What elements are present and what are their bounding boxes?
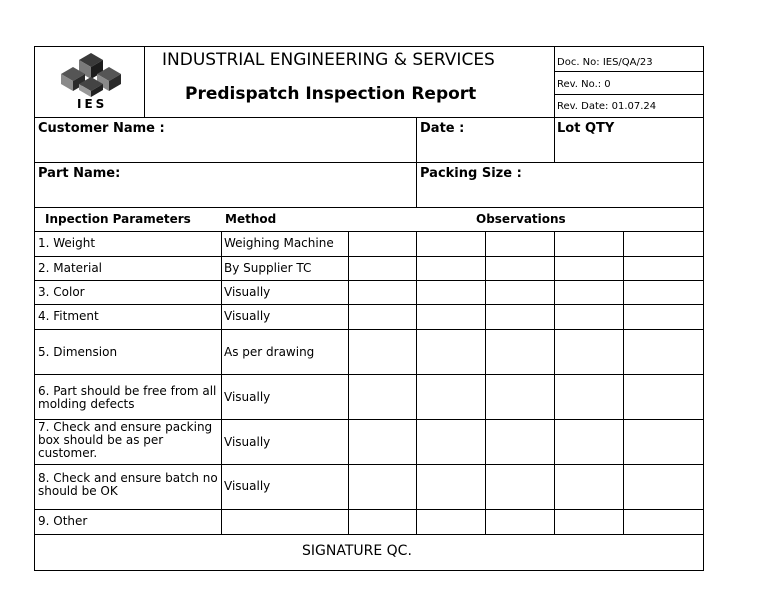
- col-header-method: Method: [225, 212, 277, 226]
- divider: [35, 231, 704, 232]
- divider: [554, 47, 555, 117]
- row-6-parameter: 6. Part should be free from all molding defects: [38, 384, 217, 411]
- row-8-method: Visually: [224, 479, 271, 493]
- divider: [554, 94, 704, 95]
- col-divider: [485, 231, 486, 534]
- row-2-method: By Supplier TC: [224, 261, 312, 275]
- row-1-parameter: 1. Weight: [38, 236, 96, 250]
- row-divider: [35, 256, 704, 257]
- customer-name-label: Customer Name :: [38, 121, 165, 136]
- row-5-method: As per drawing: [224, 345, 315, 359]
- divider: [554, 117, 555, 162]
- part-name-label: Part Name:: [38, 166, 121, 181]
- lot-qty-label: Lot QTY: [557, 121, 615, 136]
- col-divider: [348, 231, 349, 534]
- company-name: INDUSTRIAL ENGINEERING & SERVICES: [162, 50, 495, 70]
- row-5-parameter: 5. Dimension: [38, 345, 118, 359]
- divider: [35, 117, 704, 118]
- doc-number: Doc. No: IES/QA/23: [557, 57, 653, 68]
- row-4-method: Visually: [224, 309, 271, 323]
- row-8-parameter: 8. Check and ensure batch no should be OK: [38, 471, 218, 498]
- row-divider: [35, 534, 704, 535]
- row-2-parameter: 2. Material: [38, 261, 103, 275]
- col-header-parameters: Inpection Parameters: [45, 212, 191, 226]
- col-divider: [416, 231, 417, 534]
- row-divider: [35, 280, 704, 281]
- row-3-parameter: 3. Color: [38, 285, 85, 299]
- row-divider: [35, 509, 704, 510]
- divider: [35, 162, 704, 163]
- row-3-method: Visually: [224, 285, 271, 299]
- signature-qc-label: SIGNATURE QC.: [302, 543, 412, 559]
- revision-date: Rev. Date: 01.07.24: [557, 101, 657, 112]
- row-7-method: Visually: [224, 435, 271, 449]
- inspection-report-sheet: [34, 46, 704, 571]
- date-label: Date :: [420, 121, 465, 136]
- col-divider: [221, 231, 222, 534]
- logo-text: IES: [77, 97, 108, 111]
- row-divider: [35, 374, 704, 375]
- row-divider: [35, 304, 704, 305]
- row-6-method: Visually: [224, 390, 271, 404]
- divider: [554, 71, 704, 72]
- revision-number: Rev. No.: 0: [557, 79, 611, 90]
- col-divider: [554, 231, 555, 534]
- packing-size-label: Packing Size :: [420, 166, 522, 181]
- row-9-parameter: 9. Other: [38, 514, 88, 528]
- row-divider: [35, 464, 704, 465]
- row-7-parameter: 7. Check and ensure packing box should be as per customer.: [38, 420, 213, 460]
- row-divider: [35, 329, 704, 330]
- row-4-parameter: 4. Fitment: [38, 309, 99, 323]
- row-1-method: Weighing Machine: [224, 236, 334, 250]
- report-title: Predispatch Inspection Report: [185, 84, 477, 104]
- divider: [35, 207, 704, 208]
- divider: [144, 47, 145, 117]
- col-divider: [623, 231, 624, 534]
- col-header-observations: Observations: [476, 212, 566, 226]
